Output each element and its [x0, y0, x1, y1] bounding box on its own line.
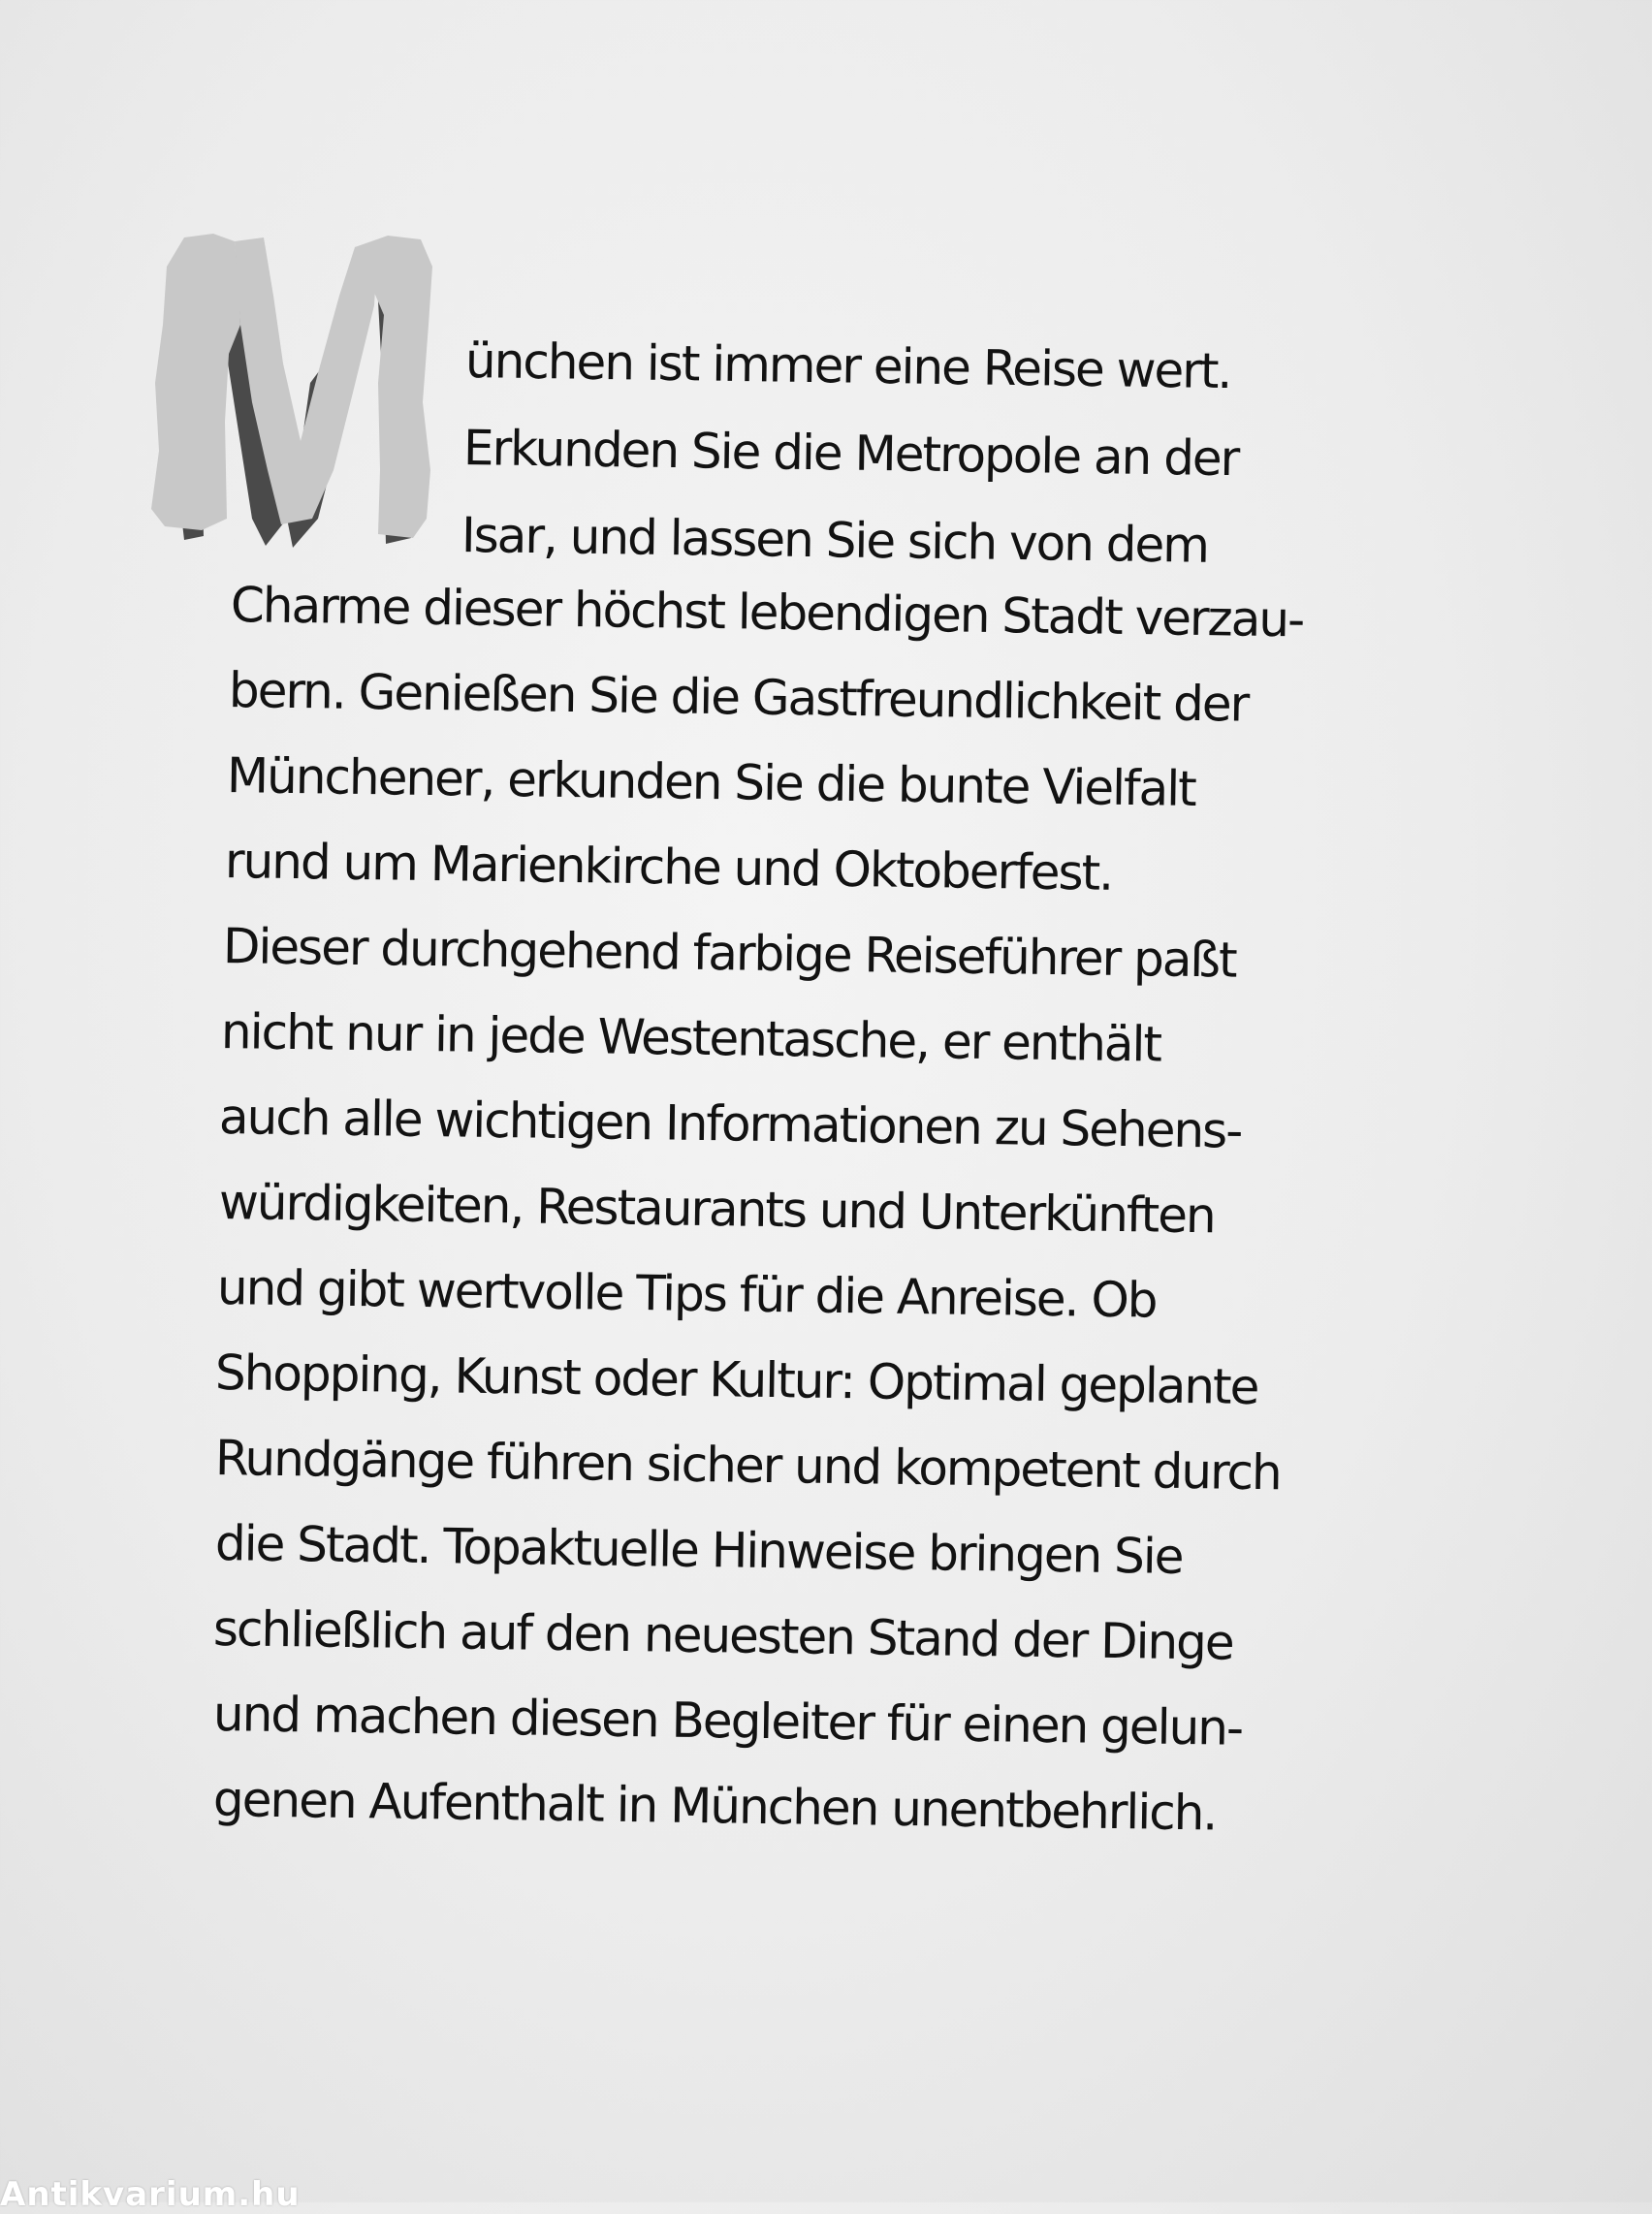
text-line: Münchener, erkunden Sie die bunte Vielfalt: [226, 747, 1196, 817]
text-line: Dieser durchgehend farbige Reiseführer paßt: [222, 918, 1236, 989]
text-line: ünchen ist immer eine Reise wert.: [464, 332, 1231, 400]
text-line: nicht nur in jede Westentasche, er enthält: [220, 1003, 1161, 1073]
text-line: Isar, und lassen Sie sich von dem: [461, 507, 1209, 574]
text-line: genen Aufenthalt in München unentbehrlich.: [212, 1771, 1217, 1842]
text-line: und gibt wertvolle Tips für die Anreise. Ob: [216, 1259, 1157, 1329]
text-line: Shopping, Kunst oder Kultur: Optimal geplante: [214, 1344, 1258, 1416]
watermark: Antikvarium.hu: [0, 2175, 301, 2214]
text-line: und machen diesen Begleiter für einen gelun-: [212, 1686, 1243, 1756]
text-line: die Stadt. Topaktuelle Hinweise bringen Sie: [214, 1515, 1183, 1585]
text-line: rund um Marienkirche und Oktoberfest.: [224, 833, 1113, 901]
text-line: bern. Genießen Sie die Gastfreundlichkeit der: [228, 662, 1249, 733]
text-line: Rundgänge führen sicher und kompetent durch: [214, 1430, 1282, 1502]
text-line: Charme dieser höchst lebendigen Stadt verzau-: [230, 577, 1304, 648]
text-line: auch alle wichtigen Informationen zu Sehens-: [218, 1089, 1242, 1159]
text-line: würdigkeiten, Restaurants und Unterkünften: [218, 1174, 1216, 1245]
text-line: schließlich auf den neuesten Stand der Dinge: [212, 1600, 1234, 1671]
text-line: Erkunden Sie die Metropole an der: [462, 420, 1239, 488]
